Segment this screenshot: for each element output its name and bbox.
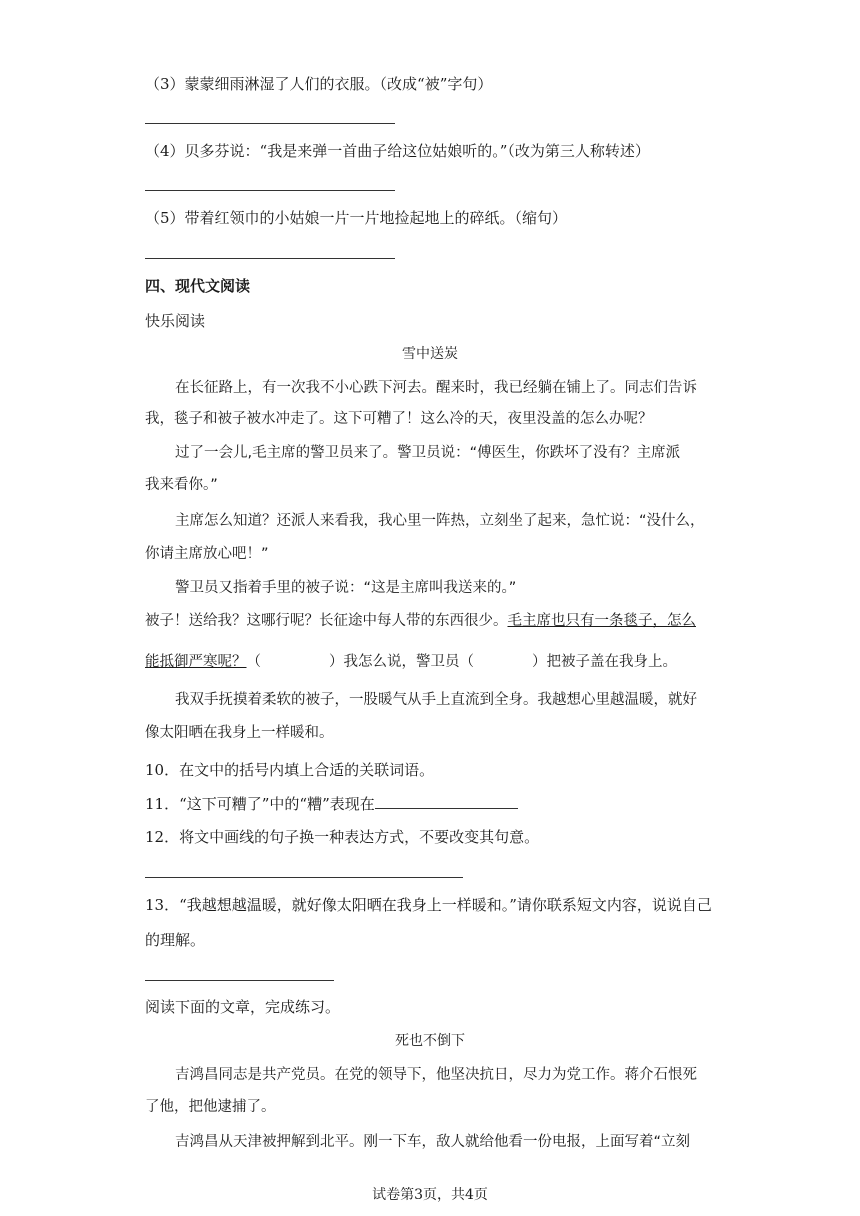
answer-line-12[interactable] [145,877,463,878]
answer-line-3[interactable] [145,123,395,124]
story1-p3-line1: 主席怎么知道？还派人来看我，我心里一阵热，立刻坐了起来，急忙说：“没什么， [175,513,705,529]
story1-p6-line1: 我双手抚摸着柔软的被子，一股暖气从手上直流到全身。我越想心里越温暖，就好 [175,692,697,708]
story1-p1-line2: 我，毯子和被子被水冲走了。这下可糟了！这么冷的天，夜里没盖的怎么办呢？ [145,411,653,427]
story1-p5-line1 [145,610,696,632]
story2-p2-line1: 吉鸿昌从天津被押解到北平。刚一下车，敌人就给他看一份电报，上面写着“立刻 [175,1134,691,1150]
story2-p1-line2: 了他，把他逮捕了。 [145,1099,276,1115]
question-5: （5）带着红领巾的小姑娘一片一片地捡起地上的碎纸。（缩句） [145,209,568,227]
answer-line-5[interactable] [145,258,395,259]
section-heading: 四、现代文阅读 [145,277,251,295]
page-footer: 试卷第3页，共4页 [372,1187,488,1203]
question-13-line1: 13．“我越想越温暖，就好像太阳晒在我身上一样暖和。”请你联系短文内容，说说自己 [145,896,712,914]
question-11: 11．“这下可糟了”中的“糟”表现在 [145,792,518,815]
answer-blank-11[interactable] [375,792,518,809]
underlined-sentence-part1: 毛主席也只有一条毯子，怎么 [507,613,696,629]
story2-intro: 阅读下面的文章，完成练习。 [145,998,341,1016]
section-subheading: 快乐阅读 [145,312,206,330]
question-4: （4）贝多芬说：“我是来弹一首曲子给这位姑娘听的。”（改为第三人称转述） [145,142,650,160]
answer-line-13[interactable] [145,980,334,981]
story1-p4: 警卫员又指着手里的被子说：“这是主席叫我送来的。” [175,580,517,596]
story1-p5-line2: 能抵御严寒呢？（ ）我怎么说，警卫员（ ）把被子盖在我身上。 [145,654,677,670]
question-12: 12．将文中画线的句子换一种表达方式，不要改变其句意。 [145,828,540,846]
story2-p1-line1: 吉鸿昌同志是共产党员。在党的领导下，他坚决抗日，尽力为党工作。蒋介石恨死 [175,1067,697,1083]
question-3: （3）蒙蒙细雨淋湿了人们的衣服。（改成“被”字句） [145,75,493,93]
story-title-1: 雪中送炭 [402,346,458,362]
answer-line-4[interactable] [145,190,395,191]
story1-p6-line2: 像太阳晒在我身上一样暖和。 [145,725,334,741]
story1-p2-line1: 过了一会儿,毛主席的警卫员来了。警卫员说：“傅医生，你跌坏了没有？主席派 [175,445,681,461]
underlined-sentence-part2: 能抵御严寒呢？ [145,654,247,670]
story-title-2: 死也不倒下 [395,1033,465,1049]
story1-p2-line2: 我来看你。” [145,477,218,493]
story1-p5-plain: 被子！送给我？这哪行呢？长征途中每人带的东西很少。 [145,613,508,629]
question-10: 10．在文中的括号内填上合适的关联词语。 [145,761,435,779]
story1-p1-line1: 在长征路上，有一次我不小心跌下河去。醒来时，我已经躺在铺上了。同志们告诉 [175,380,697,396]
question-13-line2: 的理解。 [145,931,206,949]
story1-p3-line2: 你请主席放心吧！” [145,546,269,562]
